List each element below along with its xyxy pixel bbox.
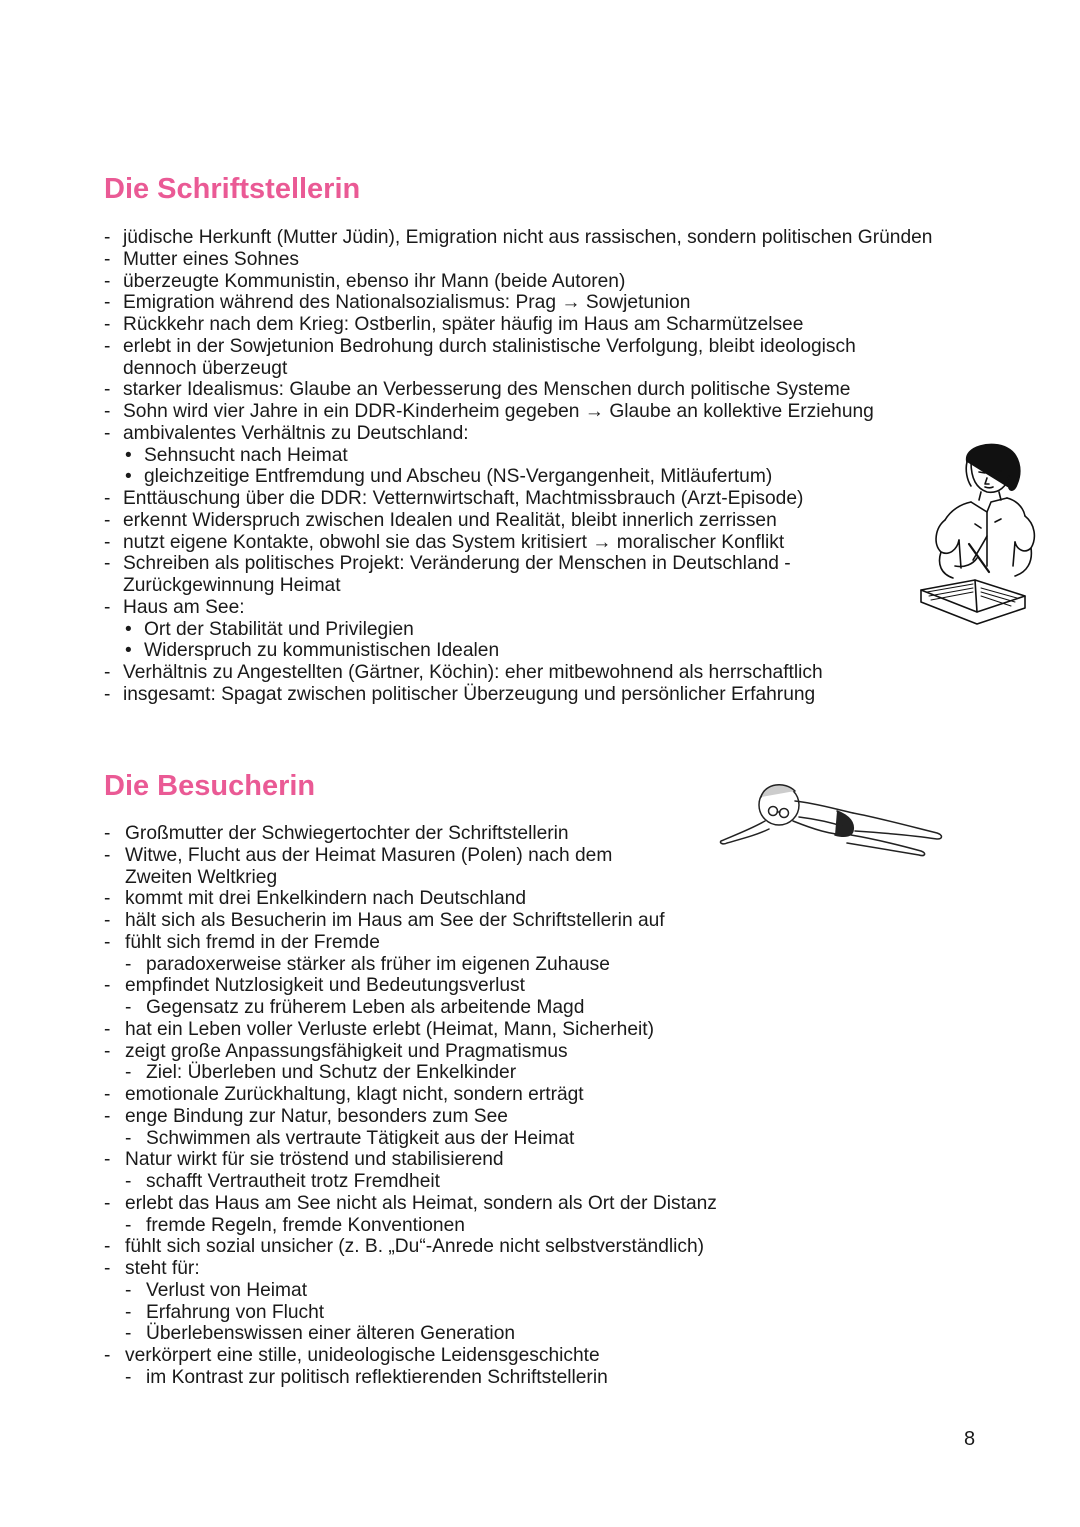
list-item: - Natur wirkt für sie tröstend und stabilisierend - schafft Vertrautheit trotz Fremdheit	[104, 1149, 717, 1193]
sub-list	[125, 954, 717, 976]
sub-list-item: - schafft Vertrautheit trotz Fremdheit	[125, 1171, 717, 1193]
list-item: - nutzt eigene Kontakte, obwohl sie das System kritisiert → moralischer Konflikt	[104, 532, 932, 554]
list-item: - Sohn wird vier Jahre in ein DDR-Kinderheim gegeben → Glaube an kollektive Erziehung	[104, 401, 932, 423]
sub-list-item: - Gegensatz zu früherem Leben als arbeitende Magd	[125, 997, 717, 1019]
section-title: Die Besucherin	[104, 770, 316, 802]
list-item: - Haus am See: • Ort der Stabilität und Privilegien • Widerspruch zu kommunistischen Idealen	[104, 597, 932, 662]
list-item: - Mutter eines Sohnes	[104, 249, 932, 271]
list-item: - erlebt in der Sowjetunion Bedrohung durch stalinistische Verfolgung, bleibt ideologisch dennoch überzeugt	[104, 336, 913, 380]
woman-writing-illustration	[915, 440, 1040, 625]
sub-list-item: • Sehnsucht nach Heimat	[123, 445, 932, 467]
list-item: - hält sich als Besucherin im Haus am See der Schriftstellerin auf	[104, 910, 717, 932]
list-item: - überzeugte Kommunistin, ebenso ihr Mann (beide Autoren)	[104, 271, 932, 293]
list-item: - erkennt Widerspruch zwischen Idealen und Realität, bleibt innerlich zerrissen	[104, 510, 932, 532]
sub-list-item: - Überlebenswissen einer älteren Generation	[125, 1323, 717, 1345]
sub-list-item: - paradoxerweise stärker als früher im eigenen Zuhause	[125, 954, 717, 976]
page-number: 8	[964, 1428, 976, 1450]
list-item: - insgesamt: Spagat zwischen politischer Überzeugung und persönlicher Erfahrung	[104, 684, 932, 706]
sub-list	[125, 1367, 717, 1389]
sub-list	[125, 1280, 717, 1345]
sub-list	[125, 1215, 717, 1237]
section-besucherin	[104, 767, 717, 1389]
list-item: - Großmutter der Schwiegertochter der Schriftstellerin	[104, 823, 717, 845]
sub-list-item: - Schwimmen als vertraute Tätigkeit aus der Heimat	[125, 1128, 717, 1150]
list-item: - kommt mit drei Enkelkindern nach Deutschland	[104, 888, 717, 910]
swimmer-illustration	[715, 775, 950, 860]
section-title: Die Schriftstellerin	[104, 173, 361, 205]
sub-list-item: - Erfahrung von Flucht	[125, 1302, 717, 1324]
bullet-list	[104, 823, 717, 1389]
list-item: - ambivalentes Verhältnis zu Deutschland: • Sehnsucht nach Heimat • gleichzeitige Entfremdung und Abscheu (NS-Vergangenheit, Mitläufertum)	[104, 423, 932, 488]
list-item: - Rückkehr nach dem Krieg: Ostberlin, später häufig im Haus am Scharmützelsee	[104, 314, 932, 336]
list-item: - Witwe, Flucht aus der Heimat Masuren (Polen) nach dem Zweiten Weltkrieg	[104, 845, 665, 889]
list-item: - zeigt große Anpassungsfähigkeit und Pragmatismus - Ziel: Überleben und Schutz der Enkelkinder	[104, 1041, 717, 1085]
list-item: - hat ein Leben voller Verluste erlebt (Heimat, Mann, Sicherheit)	[104, 1019, 717, 1041]
sub-list	[125, 997, 717, 1019]
list-item: - Verhältnis zu Angestellten (Gärtner, Köchin): eher mitbewohnend als herrschaftlich	[104, 662, 932, 684]
sub-list-item: • Ort der Stabilität und Privilegien	[123, 619, 932, 641]
list-item: - steht für: - Verlust von Heimat - Erfahrung von Flucht - Überlebenswissen einer älteren Generation	[104, 1258, 717, 1345]
sub-list	[123, 619, 932, 663]
list-item: - Emigration während des Nationalsozialismus: Prag → Sowjetunion	[104, 292, 932, 314]
sub-list-item: - fremde Regeln, fremde Konventionen	[125, 1215, 717, 1237]
list-item: - Schreiben als politisches Projekt: Veränderung der Menschen in Deutschland - Zurückgewinnung Heimat	[104, 553, 843, 597]
sub-list-item: - im Kontrast zur politisch reflektierenden Schriftstellerin	[125, 1367, 717, 1389]
sub-list-item: • Widerspruch zu kommunistischen Idealen	[123, 640, 932, 662]
section-schriftstellerin	[104, 170, 932, 706]
list-item: - starker Idealismus: Glaube an Verbesserung des Menschen durch politische Systeme	[104, 379, 932, 401]
sub-list	[123, 445, 932, 489]
sub-list	[125, 1062, 717, 1084]
list-item: - enge Bindung zur Natur, besonders zum See - Schwimmen als vertraute Tätigkeit aus der Heimat	[104, 1106, 717, 1150]
bullet-list	[104, 227, 932, 706]
sub-list	[125, 1171, 717, 1193]
list-item: - fühlt sich fremd in der Fremde - paradoxerweise stärker als früher im eigenen Zuhause	[104, 932, 717, 976]
list-item: - Enttäuschung über die DDR: Vetternwirtschaft, Machtmissbrauch (Arzt-Episode)	[104, 488, 932, 510]
list-item: - erlebt das Haus am See nicht als Heimat, sondern als Ort der Distanz - fremde Regeln, fremde Konventionen	[104, 1193, 717, 1237]
list-item: - verkörpert eine stille, unideologische Leidensgeschichte - im Kontrast zur politisch reflektierenden Schriftstellerin	[104, 1345, 717, 1389]
list-item: - jüdische Herkunft (Mutter Jüdin), Emigration nicht aus rassischen, sondern politischen Gründen	[104, 227, 932, 249]
list-item: - emotionale Zurückhaltung, klagt nicht, sondern erträgt	[104, 1084, 717, 1106]
list-item: - empfindet Nutzlosigkeit und Bedeutungsverlust - Gegensatz zu früherem Leben als arbeitende Magd	[104, 975, 717, 1019]
sub-list-item: • gleichzeitige Entfremdung und Abscheu (NS-Vergangenheit, Mitläufertum)	[123, 466, 932, 488]
sub-list-item: - Verlust von Heimat	[125, 1280, 717, 1302]
list-item: - fühlt sich sozial unsicher (z. B. „Du“-Anrede nicht selbstverständlich)	[104, 1236, 717, 1258]
sub-list	[125, 1128, 717, 1150]
sub-list-item: - Ziel: Überleben und Schutz der Enkelkinder	[125, 1062, 717, 1084]
